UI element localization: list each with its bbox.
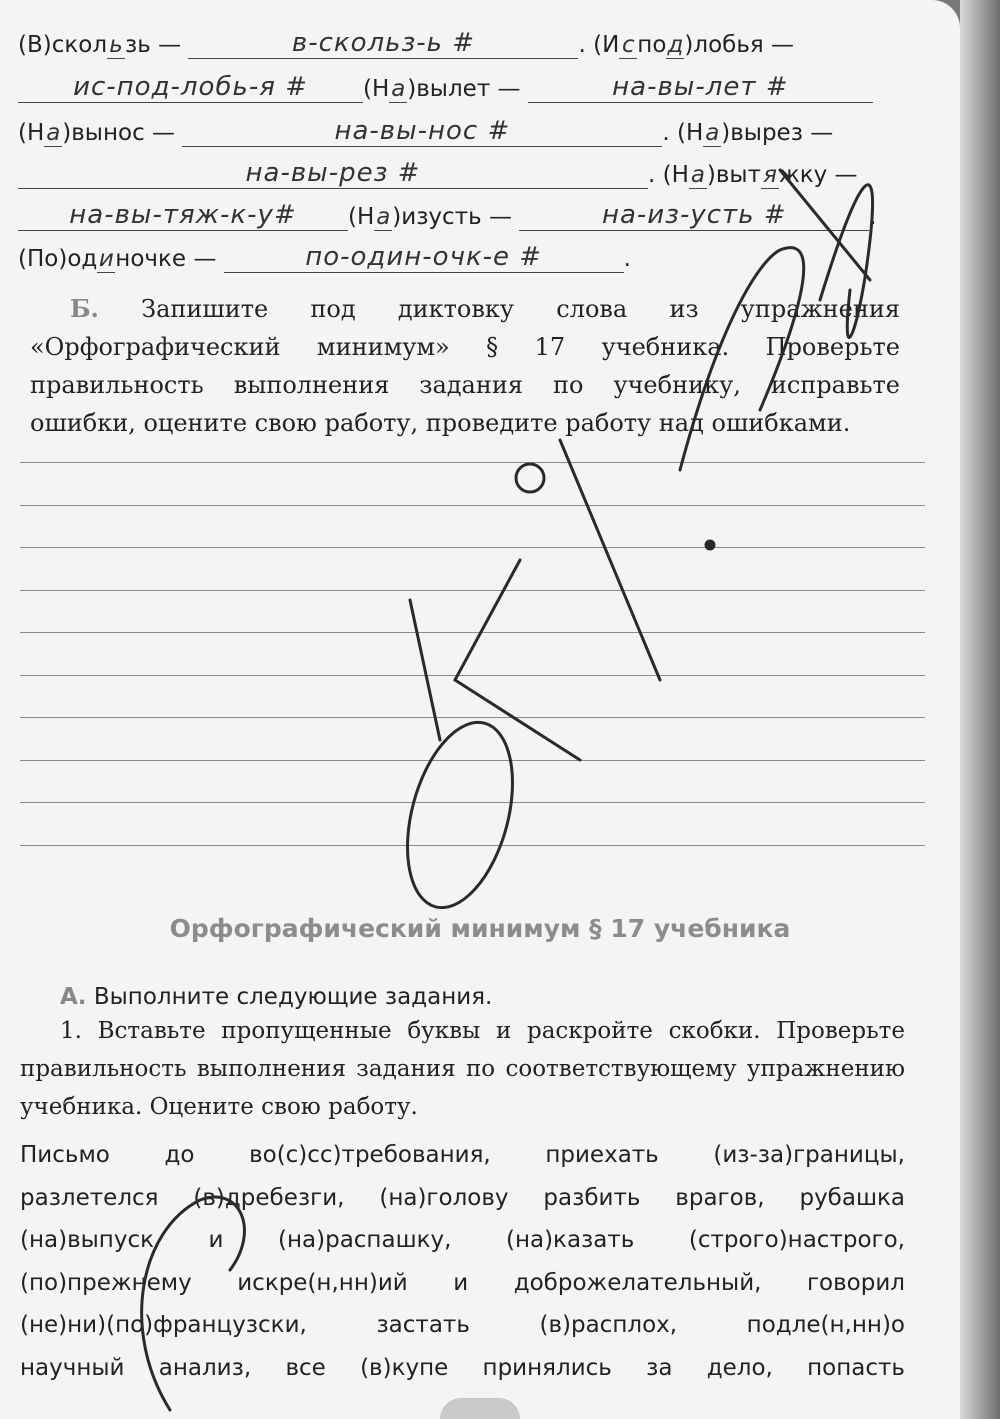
exercise-line: (на)выпуск и (на)распашку, (на)казать (строго)настрого, bbox=[20, 1227, 905, 1253]
task-1-text: 1. Вставьте пропущенные буквы и раскройте скобки. Проверьте правильность выполнения задания по соответствующему упражнению учебника. Оцените свою работу. bbox=[20, 1018, 905, 1120]
handwritten-answer: на-из-усть # bbox=[519, 200, 869, 231]
book-spine bbox=[960, 0, 1000, 1419]
section-a-label: А. bbox=[60, 984, 87, 1010]
ruled-line bbox=[20, 845, 925, 846]
handwritten-answer: на-вы-тяж-к-у# bbox=[18, 200, 348, 231]
handwritten-answer: ис-под-лобь-я # bbox=[18, 72, 363, 103]
handwritten-answer: на-вы-рез # bbox=[18, 158, 648, 189]
section-b-label: Б. bbox=[70, 294, 99, 323]
answer-line-4: на-вы-рез # . (На)вытяжку — bbox=[18, 158, 920, 189]
ruled-line bbox=[20, 462, 925, 463]
ruled-line bbox=[20, 760, 925, 761]
handwritten-answer: по-один-очк-е # bbox=[224, 242, 624, 273]
answer-line-3: (На)вынос — на-вы-нос # . (На)вырез — bbox=[18, 116, 834, 146]
handwritten-answer: на-вы-лет # bbox=[528, 72, 873, 103]
ruled-line bbox=[20, 590, 925, 591]
exercise-line: Письмо до во(с)сс)требования, приехать (из-за)границы, bbox=[20, 1142, 905, 1168]
exercise-line: научный анализ, все (в)купе принялись за дело, попасть bbox=[20, 1354, 905, 1381]
section-b-text: Запишите под диктовку слова из упражнения «Орфографический минимум» § 17 учебника. Проверьте правильность выполнения задания по учебнику, исправьте ошибки, оцените свою работу, проведите работу над ошибками. bbox=[30, 295, 900, 437]
ruled-line bbox=[20, 717, 925, 718]
ruled-line bbox=[20, 802, 925, 803]
answer-line-1: (В)скользь — в-скольз-ь # . (И с под)лобья — bbox=[18, 28, 795, 58]
ruled-line bbox=[20, 505, 925, 506]
exercise-line: разлетелся (в)дребезги, (на)голову разбить врагов, рубашка bbox=[20, 1184, 905, 1211]
section-heading: Орфографический минимум § 17 учебника bbox=[169, 914, 791, 943]
handwritten-answer: в-скольз-ь # bbox=[188, 28, 578, 59]
ruled-line bbox=[20, 547, 925, 548]
exercise-line: (не)ни)(по)французски, застать (в)расплох, подле(н,нн)о bbox=[20, 1312, 905, 1338]
ruled-line bbox=[20, 632, 925, 633]
answer-line-5: на-вы-тяж-к-у# (На)изусть — на-из-усть # . bbox=[18, 200, 920, 231]
ruled-line bbox=[20, 675, 925, 676]
answer-line-6: (По)одиночке — по-один-очк-е # . bbox=[18, 242, 631, 272]
handwritten-answer: на-вы-нос # bbox=[182, 116, 662, 147]
ruled-writing-area bbox=[20, 462, 925, 887]
page-number-tab bbox=[440, 1398, 520, 1419]
section-a-text: Выполните следующие задания. bbox=[93, 984, 493, 1010]
exercise-line: (по)прежнему искре(н,нн)ий и доброжелательный, говорил bbox=[20, 1269, 905, 1296]
answer-line-2: ис-под-лобь-я # (На)вылет — на-вы-лет # bbox=[18, 72, 920, 103]
section-b-instructions bbox=[30, 290, 900, 442]
exercise-block bbox=[20, 1134, 905, 1389]
